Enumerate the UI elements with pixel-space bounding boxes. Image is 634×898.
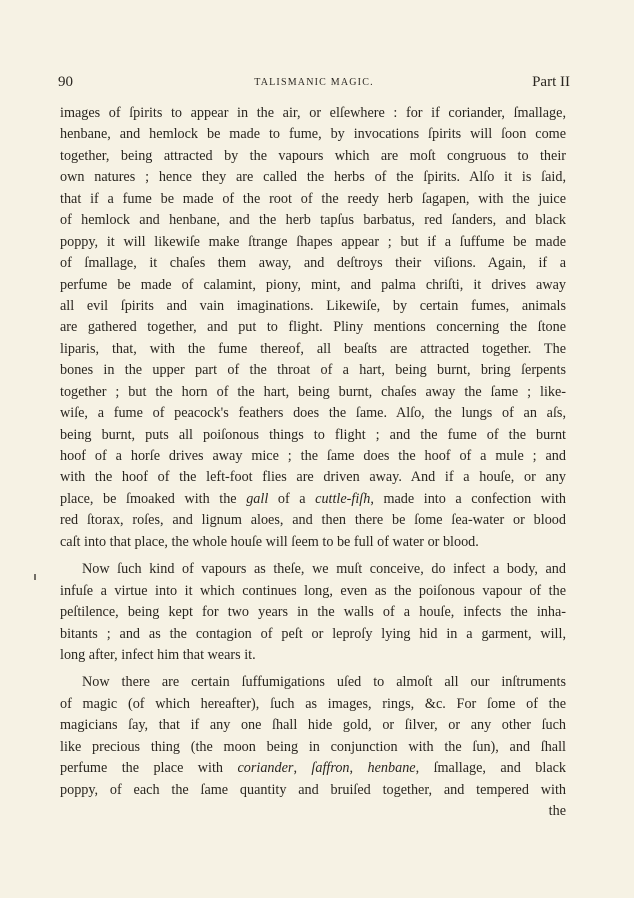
- text-line: with the hoof of the left-foot flies are driven away. And if a houſe, or any: [60, 469, 566, 486]
- body-text: [60, 103, 566, 822]
- text-line: caſt into that place, the whole houſe will ſeem to be full of water or blood.: [60, 533, 479, 550]
- text-line: Now there are certain ſuffumigations uſed to almoſt all our inſtruments: [82, 674, 566, 691]
- running-title: TALISMANIC MAGIC.: [254, 77, 374, 88]
- text-line: together ; but the horn of the hart, being burnt, chaſes away the ſame ; like-: [60, 383, 566, 400]
- text-line: of ſmallage, it chaſes them away, and deſtroys their viſions. Again, if a: [60, 255, 566, 272]
- text-line: poppy, of each the ſame quantity and bruiſed together, and tempered with: [60, 781, 566, 798]
- text-line: being burnt, puts all poiſonous things to flight ; and the fume of the burnt: [60, 426, 566, 443]
- text-line: images of ſpirits to appear in the air, or elſewhere : for if coriander, ſmallage,: [60, 105, 566, 121]
- text-line: are gathered together, and put to flight. Pliny mentions concerning the ſtone: [60, 319, 566, 336]
- italic-term: henbane: [367, 760, 416, 777]
- text-line: bones in the upper part of the throat of a hart, being burnt, bring ſerpents: [60, 362, 566, 379]
- text-line: own natures ; hence they are called the herbs of the ſpirits. Alſo it is ſaid,: [60, 169, 566, 186]
- italic-term: cuttle-fiſh: [315, 490, 371, 507]
- text-line: bitants ; and as the contagion of peſt or leproſy lying hid in a garment, will,: [60, 625, 566, 642]
- text-line: red ſtorax, roſes, and lignum aloes, and then there be ſome ſea-water or blood: [60, 512, 566, 529]
- paragraph-3: [60, 672, 566, 822]
- catchword: the: [548, 803, 566, 819]
- text-line: poppy, it will likewiſe make ſtrange ſhapes appear ; but if a ſuffume be made: [60, 233, 566, 250]
- italic-term: gall: [246, 490, 269, 507]
- text-line: infuſe a virtue into it which continues long, even as the poiſonous vapour of the: [60, 582, 566, 599]
- text-run: place, be ſmoaked with the: [60, 490, 247, 507]
- text-line: peſtilence, being kept for two years in the walls of a houſe, infects the inha-: [60, 604, 566, 621]
- text-line: magicians ſay, that if any one ſhall hide gold, or ſilver, or any other ſuch: [60, 717, 566, 734]
- paragraph-1: [60, 103, 566, 553]
- text-run: , made into a confection with: [370, 490, 566, 507]
- italic-term: coriander: [237, 760, 294, 777]
- text-line: henbane, and hemlock be made to fume, by invocations ſpirits will ſoon come: [60, 126, 566, 143]
- text-run: perfume the place with: [60, 760, 238, 777]
- part-label: Part II: [532, 74, 570, 90]
- italic-term: ſaffron: [311, 760, 350, 777]
- text-line: liparis, that, with the fume thereof, all beaſts are attracted together. The: [60, 340, 566, 357]
- text-line: like precious thing (the moon being in conjunction with the ſun), and ſhall: [60, 738, 566, 755]
- page-number: 90: [58, 74, 73, 90]
- text-line: that if a fume be made of the root of the reedy herb ſagapen, with the juice: [60, 190, 566, 207]
- text-line: together, being attracted by the vapours which are moſt congruous to their: [60, 147, 566, 164]
- text-run: ,: [349, 760, 368, 777]
- text-line: wiſe, a fume of peacock's feathers does the ſame. Alſo, the lungs of an aſs,: [60, 405, 566, 422]
- text-line: of magic (of which hereafter), ſuch as images, rings, &c. For ſome of the: [60, 695, 566, 712]
- text-run: of a: [268, 490, 316, 507]
- paragraph-2: [60, 559, 566, 666]
- text-line: Now ſuch kind of vapours as theſe, we muſt conceive, do infect a body, and: [82, 561, 566, 578]
- text-line: long after, infect him that wears it.: [60, 646, 256, 663]
- margin-mark: [34, 574, 36, 580]
- text-line: all evil ſpirits and vain imaginations. Likewiſe, by certain fumes, animals: [60, 297, 566, 314]
- running-head: [58, 74, 570, 96]
- text-line: of hemlock and henbane, and the herb tapſus barbatus, red ſanders, and black: [60, 212, 566, 229]
- text-line: hoof of a horſe drives away mice ; the ſame does the hoof of a mule ; and: [60, 448, 566, 464]
- text-line-with-italics: [60, 489, 566, 510]
- text-run: , ſmallage, and black: [415, 760, 567, 777]
- text-run: ,: [293, 760, 312, 777]
- text-line: perfume be made of calamint, piony, mint, and palma chriſti, it drives away: [60, 276, 566, 293]
- text-line-with-italics: [60, 758, 566, 779]
